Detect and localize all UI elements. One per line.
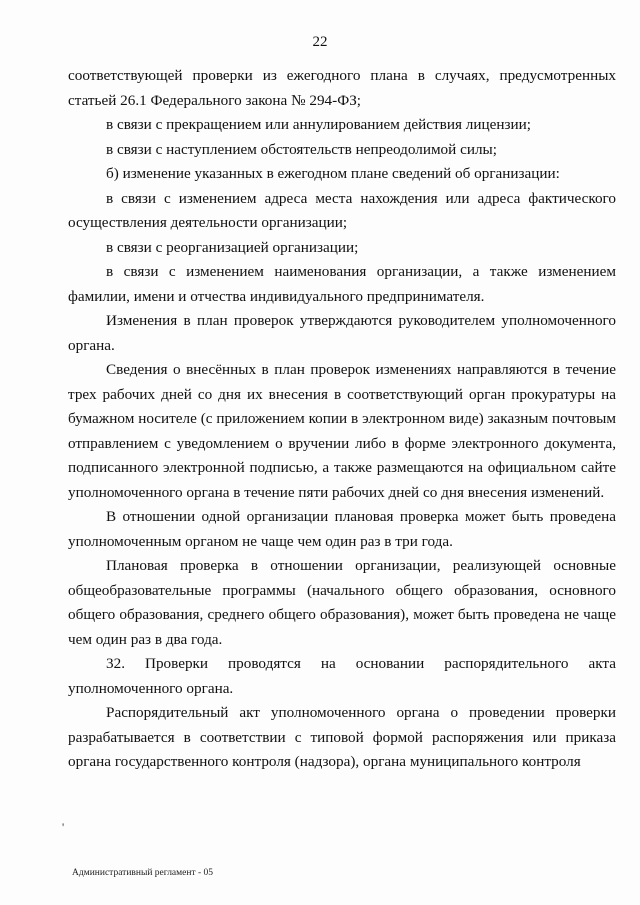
paragraph: Плановая проверка в отношении организации, реализующей основные общеобразовательные программы (начального общего образования, основного общего образования, среднего общего образования), может быть проведена не чаще чем один раз в два года. [68, 557, 616, 648]
paragraph: в связи с изменением наименования организации, а также изменением фамилии, имени и отчества индивидуального предпринимателя. [68, 263, 616, 305]
paragraph: в связи с прекращением или аннулированием действия лицензии; [106, 116, 531, 133]
paragraph: соответствующей проверки из ежегодного плана в случаях, предусмотренных статьей 26.1 Федерального закона № 294-ФЗ; [68, 67, 616, 109]
page-number: 22 [312, 34, 328, 50]
paragraph: в связи с изменением адреса места нахождения или адреса фактического осуществления деятельности организации; [68, 189, 616, 231]
paragraph: Сведения о внесённых в план проверок изменениях направляются в течение трех рабочих дней со дня их внесения в соответствующий орган прокуратуры на бумажном носителе (с приложением копии в электронном виде) заказным почтовым отправлением с уведомлением о вручении либо в форме электронного документа, подписанного электронной подписью, а также размещаются на официальном сайте уполномоченного органа в течение пяти рабочих дней со дня внесения изменений. [68, 361, 616, 501]
paragraph: в связи с реорганизацией организации; [106, 238, 359, 256]
paragraph: Изменения в план проверок утверждаются руководителем уполномоченного органа. [68, 312, 616, 354]
paragraph: Распорядительный акт уполномоченного органа о проведении проверки разрабатывается в соответствии с типовой формой распоряжения или приказа органа государственного контроля (надзора), органа муниципального контроля [68, 704, 616, 770]
document-body [68, 64, 616, 775]
paragraph: 32. Проверки проводятся на основании распорядительного акта уполномоченного органа. [68, 655, 616, 697]
margin-mark: ' [62, 820, 65, 834]
paragraph: в связи с наступлением обстоятельств непреодолимой силы; [106, 140, 497, 158]
footer-label: Административный регламент - 05 [72, 868, 214, 878]
paragraph: В отношении одной организации плановая проверка может быть проведена уполномоченным органом не чаще чем один раз в три года. [68, 508, 616, 550]
paragraph: б) изменение указанных в ежегодном плане сведений об организации: [106, 165, 560, 182]
